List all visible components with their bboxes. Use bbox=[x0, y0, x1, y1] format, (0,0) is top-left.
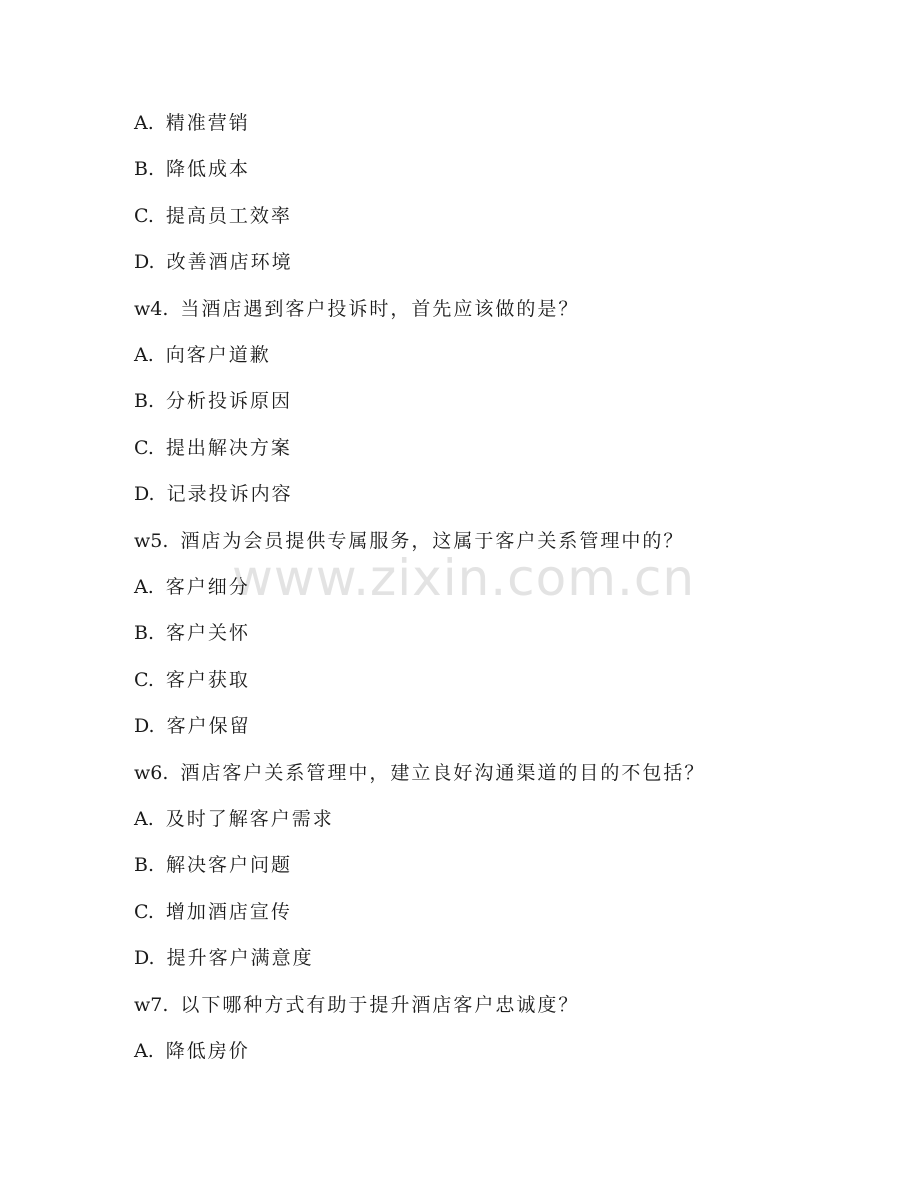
option-text: 提高员工效率 bbox=[165, 205, 292, 227]
option-b bbox=[134, 389, 292, 413]
option-text: 提升客户满意度 bbox=[166, 947, 314, 969]
option-text: 向客户道歉 bbox=[165, 344, 271, 366]
option-c bbox=[134, 668, 250, 692]
option-text: 分析投诉原因 bbox=[166, 390, 293, 412]
option-label: A. bbox=[134, 344, 154, 366]
question-4 bbox=[134, 297, 579, 321]
question-text: 酒店为会员提供专属服务，这属于客户关系管理中的？ bbox=[180, 530, 685, 552]
option-text: 解决客户问题 bbox=[166, 854, 293, 876]
option-c bbox=[134, 436, 292, 460]
option-d bbox=[134, 250, 293, 274]
question-6 bbox=[134, 761, 705, 785]
option-label: D. bbox=[134, 251, 155, 273]
option-a bbox=[134, 575, 250, 599]
question-7 bbox=[134, 993, 579, 1017]
option-d bbox=[134, 482, 293, 506]
option-text: 降低成本 bbox=[166, 158, 251, 180]
option-label: C. bbox=[134, 205, 154, 227]
option-label: A. bbox=[134, 576, 154, 598]
option-c bbox=[134, 900, 292, 924]
question-text: 当酒店遇到客户投诉时，首先应该做的是？ bbox=[180, 298, 580, 320]
question-5 bbox=[134, 529, 684, 553]
option-label: D. bbox=[134, 483, 155, 505]
question-number: w7. bbox=[134, 994, 169, 1016]
option-text: 降低房价 bbox=[165, 1040, 250, 1062]
option-text: 增加酒店宣传 bbox=[165, 901, 292, 923]
option-label: A. bbox=[134, 1040, 154, 1062]
option-text: 记录投诉内容 bbox=[166, 483, 293, 505]
option-label: A. bbox=[134, 808, 154, 830]
option-text: 提出解决方案 bbox=[165, 437, 292, 459]
option-label: B. bbox=[134, 158, 155, 180]
option-a bbox=[134, 343, 271, 367]
question-number: w6. bbox=[134, 762, 169, 784]
option-label: D. bbox=[134, 715, 155, 737]
option-c bbox=[134, 204, 292, 228]
option-text: 客户关怀 bbox=[166, 622, 251, 644]
question-number: w5. bbox=[134, 530, 169, 552]
question-text: 酒店客户关系管理中，建立良好沟通渠道的目的不包括？ bbox=[180, 762, 706, 784]
option-a bbox=[134, 1039, 250, 1063]
option-text: 改善酒店环境 bbox=[166, 251, 293, 273]
option-label: C. bbox=[134, 901, 154, 923]
question-text: 以下哪种方式有助于提升酒店客户忠诚度？ bbox=[180, 994, 580, 1016]
option-a bbox=[134, 111, 250, 135]
option-label: B. bbox=[134, 854, 155, 876]
option-text: 客户获取 bbox=[165, 669, 250, 691]
option-label: B. bbox=[134, 622, 155, 644]
option-text: 精准营销 bbox=[165, 112, 250, 134]
option-text: 客户保留 bbox=[166, 715, 251, 737]
option-d bbox=[134, 946, 314, 970]
watermark: www.zixin.com.cn bbox=[232, 549, 696, 607]
option-b bbox=[134, 621, 250, 645]
option-label: C. bbox=[134, 437, 154, 459]
option-label: A. bbox=[134, 112, 154, 134]
option-d bbox=[134, 714, 251, 738]
option-label: B. bbox=[134, 390, 155, 412]
option-text: 及时了解客户需求 bbox=[165, 808, 334, 830]
question-number: w4. bbox=[134, 298, 169, 320]
option-a bbox=[134, 807, 334, 831]
option-b bbox=[134, 853, 292, 877]
option-label: C. bbox=[134, 669, 154, 691]
option-b bbox=[134, 157, 250, 181]
option-label: D. bbox=[134, 947, 155, 969]
option-text: 客户细分 bbox=[165, 576, 250, 598]
